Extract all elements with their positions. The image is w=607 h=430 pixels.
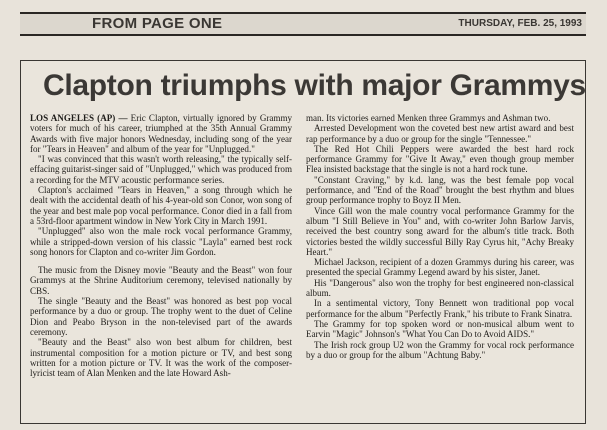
paragraph: man. Its victories earned Menken three Grammys and Ashman two. — [306, 113, 551, 123]
paragraph — [30, 113, 292, 154]
paragraph: "Constant Craving," by k.d. lang, was the best female pop vocal performance, and "End of the Road" brought the best rhythm and blues group performance trophy to Boyz II Men. — [306, 174, 574, 206]
headline: Clapton triumphs with major Grammys — [43, 69, 586, 102]
paragraph: The music from the Disney movie "Beauty and the Beast" won four Grammys at the Shrine Auditorium ceremony, televised nationally by CBS. — [30, 265, 292, 296]
paragraph: His "Dangerous" also won the trophy for best engineered non-classical album. — [306, 277, 574, 299]
paragraph: The Grammy for top spoken word or non-musical album went to Earvin "Magic" Johnson's "What You Can Do to Avoid AIDS." — [306, 318, 574, 340]
column-right — [306, 113, 574, 360]
folio-bar — [20, 12, 586, 36]
paragraph: Arrested Development won the coveted best new artist award and best rap performance by a duo or group for the single "Tennessee." — [306, 123, 574, 144]
paragraph: Vince Gill won the male country vocal performance Grammy for the album "I Still Believe in You" and, with co-writer John Barlow Jarvis, received the best country song award for the album's title track. Both victories bested the wildly successful Billy Ray Cyrus hit, "Achy Breaky Heart." — [306, 205, 574, 257]
issue-date: THURSDAY, FEB. 25, 1993 — [458, 18, 582, 29]
paragraph: "Beauty and the Beast" also won best album for children, best instrumental composition for a motion picture or TV, and best song written for a motion picture or TV. It was the work of the composer-lyricist team of Alan Menken and the late Howard Ash- — [30, 337, 292, 379]
paragraph-text: Eric Clapton, virtually ignored by Grammy voters for much of his career, triumphed at the 35th Annual Grammy Awards with five major honors Wednesday, including song of the year for "Tears in Heaven" and album of the year for "Unplugged." — [30, 113, 292, 154]
paragraph: Clapton's acclaimed "Tears in Heaven," a song through which he dealt with the accidental death of his 4-year-old son Conor, won song of the year and best male pop vocal performance. Conor died in a fall from a 53rd-floor apartment window in New York City in March 1991. — [30, 185, 292, 226]
paragraph: Michael Jackson, recipient of a dozen Grammys during his career, was presented the special Grammy Legend award by his sister, Janet. — [306, 257, 574, 278]
paragraph: "Unplugged" also won the male rock vocal performance Grammy, while a stripped-down version of his classic "Layla" earned best rock song honors for Clapton and co-writer Jim Gordon. — [30, 226, 292, 257]
section-kicker: FROM PAGE ONE — [92, 15, 223, 32]
column-left — [30, 113, 292, 378]
paragraph: "I was convinced that this wasn't worth releasing," the typically self-effacing guitarist-singer said of "Unplugged," which was produced from a recording for the MTV acoustic performance series. — [30, 154, 292, 185]
article-box — [20, 60, 586, 424]
paragraph: The Irish rock group U2 won the Grammy for vocal rock performance by a duo or group for the album "Achtung Baby." — [306, 339, 574, 360]
dateline: LOS ANGELES (AP) — — [30, 113, 128, 123]
paragraph: The single "Beauty and the Beast" was honored as best pop vocal performance by a duo or group. The trophy went to the duet of Celine Dion and Peabo Bryson in the non-televised part of the awards ceremony. — [30, 296, 292, 337]
paragraph: The Red Hot Chili Peppers were awarded the best hard rock performance Grammy for "Give It Away," even though group member Flea insisted backstage that the single is not a hard rock tune. — [306, 143, 574, 175]
paragraph: In a sentimental victory, Tony Bennett won traditional pop vocal performance for the album "Perfectly Frank," his tribute to Frank Sinatra. — [306, 298, 574, 319]
